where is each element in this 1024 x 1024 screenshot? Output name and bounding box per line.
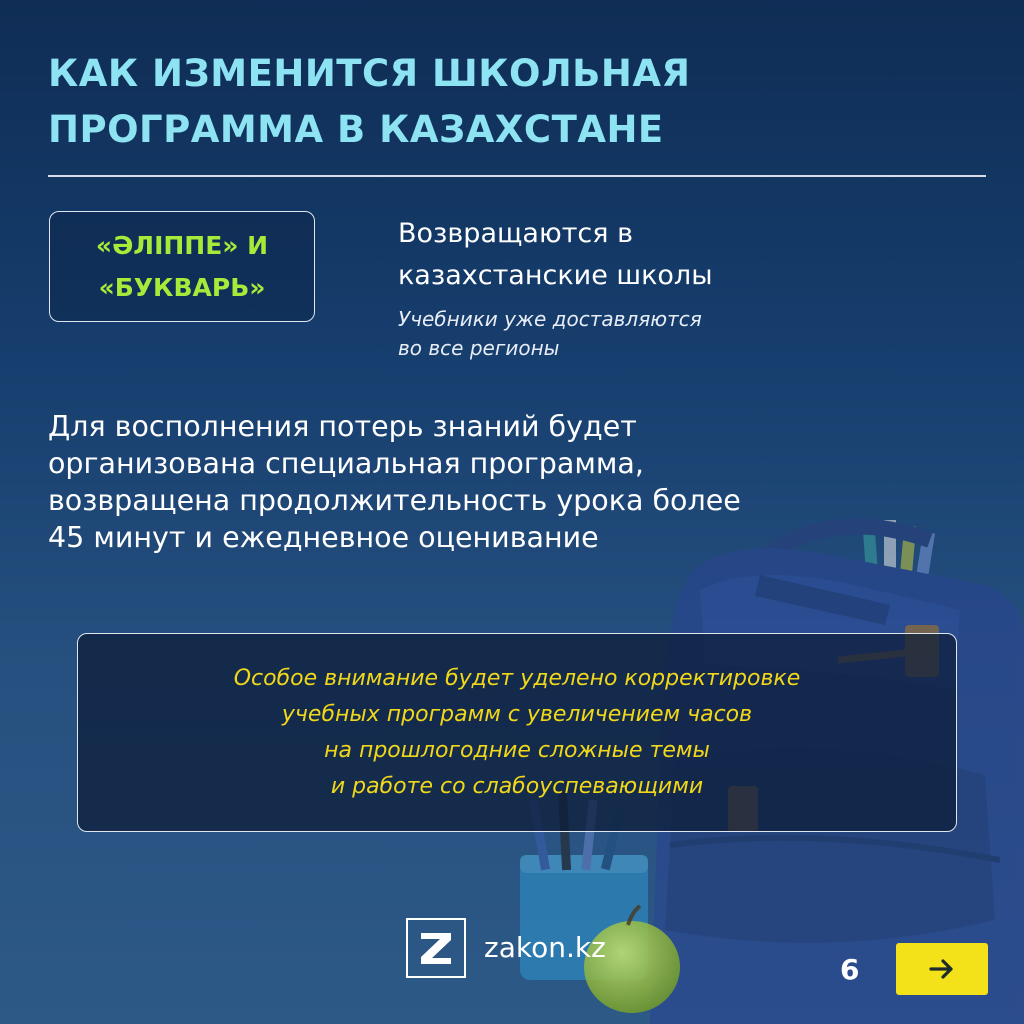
notice-line-2: учебных программ с увеличением часов: [281, 701, 753, 727]
notice-box: [77, 633, 957, 832]
textbook-badge: [49, 211, 315, 322]
return-headline-line-1: Возвращаются в: [398, 218, 634, 249]
z-glyph-icon: [416, 928, 456, 968]
body-line-1: Для восполнения потерь знаний будет: [48, 410, 637, 443]
return-headline-line-2: казахстанские школы: [398, 260, 713, 291]
body-line-2: организована специальная программа,: [48, 447, 644, 480]
logo-text[interactable]: zakon.kz: [484, 931, 606, 964]
next-page-button[interactable]: [896, 943, 988, 995]
return-headline: [398, 213, 958, 297]
page-number: 6: [840, 953, 860, 986]
body-line-3: возвращена продолжительность урока более: [48, 484, 741, 517]
return-subtext-line-2: во все регионы: [398, 336, 560, 360]
notice-line-1: Особое внимание будет уделено корректировке: [233, 665, 801, 691]
notice-line-3: на прошлогодние сложные темы: [324, 737, 710, 763]
title-line-2: ПРОГРАММА В КАЗАХСТАНЕ: [48, 108, 664, 151]
badge-line-2: «БУКВАРЬ»: [98, 272, 266, 302]
badge-line-1: «ӘЛІППЕ» И: [95, 230, 269, 260]
return-subtext-line-1: Учебники уже доставляются: [398, 307, 702, 331]
title-divider: [48, 175, 986, 177]
body-paragraph: [48, 408, 988, 556]
notice-line-4: и работе со слабоуспевающими: [330, 773, 704, 799]
zakon-z-logo-icon[interactable]: [406, 918, 466, 978]
arrow-right-icon: [929, 959, 955, 979]
return-subtext: [398, 305, 958, 363]
body-line-4: 45 минут и ежедневное оценивание: [48, 521, 599, 554]
title-line-1: КАК ИЗМЕНИТСЯ ШКОЛЬНАЯ: [48, 52, 691, 95]
page-title: [48, 46, 948, 158]
